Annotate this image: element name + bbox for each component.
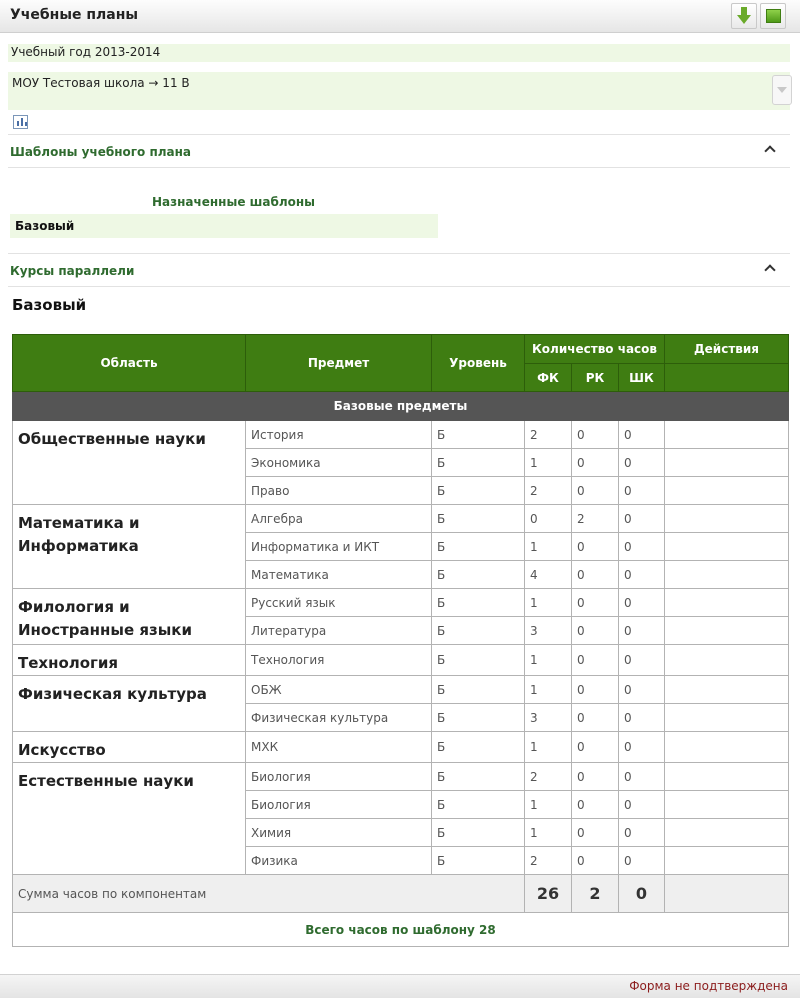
- table-row: [13, 763, 789, 791]
- cell-fk: 1: [525, 676, 572, 704]
- chevron-up-icon[interactable]: [764, 145, 775, 156]
- form-status: Форма не подтверждена: [629, 979, 788, 993]
- assigned-templates-label: Назначенные шаблоны: [152, 195, 316, 209]
- cell-subject: Химия: [246, 819, 432, 847]
- cell-shk: 0: [619, 819, 665, 847]
- cell-shk: 0: [619, 732, 665, 763]
- chevron-up-icon[interactable]: [764, 264, 775, 275]
- cell-fk: 1: [525, 645, 572, 676]
- cell-fk: 1: [525, 533, 572, 561]
- cell-actions[interactable]: [665, 449, 789, 477]
- sum-rk: 2: [572, 875, 619, 913]
- col-rk-header: РК: [572, 364, 619, 392]
- cell-level: Б: [432, 449, 525, 477]
- cell-rk: 0: [572, 645, 619, 676]
- col-actions-header: Действия: [665, 335, 789, 364]
- cell-rk: 0: [572, 819, 619, 847]
- cell-fk: 2: [525, 421, 572, 449]
- cell-fk: 3: [525, 617, 572, 645]
- cell-shk: 0: [619, 533, 665, 561]
- cell-level: Б: [432, 763, 525, 791]
- area-name: Естественные науки: [13, 763, 246, 875]
- col-shk-header: ШК: [619, 364, 665, 392]
- cell-shk: 0: [619, 617, 665, 645]
- area-name: Математика и Информатика: [13, 505, 246, 589]
- cell-actions[interactable]: [665, 763, 789, 791]
- cell-level: Б: [432, 645, 525, 676]
- cell-rk: 0: [572, 617, 619, 645]
- cell-level: Б: [432, 505, 525, 533]
- table-row: [13, 645, 789, 676]
- cell-level: Б: [432, 847, 525, 875]
- area-name: Технология: [13, 645, 246, 676]
- download-arrow-icon: [737, 15, 751, 24]
- cell-rk: 0: [572, 791, 619, 819]
- cell-actions[interactable]: [665, 477, 789, 505]
- cell-shk: 0: [619, 477, 665, 505]
- cell-shk: 0: [619, 589, 665, 617]
- cell-level: Б: [432, 704, 525, 732]
- cell-level: Б: [432, 421, 525, 449]
- cell-subject: Литература: [246, 617, 432, 645]
- cell-actions[interactable]: [665, 819, 789, 847]
- cell-rk: 0: [572, 421, 619, 449]
- cell-subject: Биология: [246, 791, 432, 819]
- cell-shk: 0: [619, 847, 665, 875]
- scroll-down-icon: [777, 87, 787, 93]
- cell-actions[interactable]: [665, 505, 789, 533]
- courses-section-title: Курсы параллели: [10, 264, 135, 278]
- cell-actions[interactable]: [665, 847, 789, 875]
- table-row: [13, 732, 789, 763]
- cell-level: Б: [432, 676, 525, 704]
- cell-fk: 2: [525, 847, 572, 875]
- cell-shk: 0: [619, 421, 665, 449]
- cell-rk: 0: [572, 847, 619, 875]
- cell-rk: 0: [572, 763, 619, 791]
- cell-level: Б: [432, 477, 525, 505]
- cell-rk: 0: [572, 732, 619, 763]
- table-row: [13, 589, 789, 617]
- col-fk-header: ФК: [525, 364, 572, 392]
- cell-shk: 0: [619, 763, 665, 791]
- cell-subject: Информатика и ИКТ: [246, 533, 432, 561]
- sum-label: Сумма часов по компонентам: [13, 875, 525, 913]
- cell-shk: 0: [619, 791, 665, 819]
- area-name: Общественные науки: [13, 421, 246, 505]
- col-area-header: Область: [13, 335, 246, 392]
- school-class-selector[interactable]: [8, 72, 790, 110]
- cell-fk: 1: [525, 732, 572, 763]
- cell-subject: Алгебра: [246, 505, 432, 533]
- cell-fk: 1: [525, 449, 572, 477]
- cell-shk: 0: [619, 676, 665, 704]
- school-year: Учебный год 2013-2014: [8, 44, 790, 62]
- table-row: [13, 421, 789, 449]
- school-class-label: МОУ Тестовая школа → 11 В: [12, 76, 190, 90]
- cell-actions[interactable]: [665, 561, 789, 589]
- download-button[interactable]: [731, 3, 757, 29]
- sum-fk: 26: [525, 875, 572, 913]
- cell-subject: Биология: [246, 763, 432, 791]
- cell-rk: 0: [572, 589, 619, 617]
- cell-fk: 2: [525, 477, 572, 505]
- cell-actions[interactable]: [665, 791, 789, 819]
- cell-actions[interactable]: [665, 676, 789, 704]
- cell-subject: Технология: [246, 645, 432, 676]
- cell-subject: История: [246, 421, 432, 449]
- cell-fk: 3: [525, 704, 572, 732]
- cell-fk: 1: [525, 819, 572, 847]
- area-name: Физическая культура: [13, 676, 246, 732]
- group-title: Базовые предметы: [13, 392, 789, 421]
- cell-actions[interactable]: [665, 732, 789, 763]
- cell-rk: 0: [572, 676, 619, 704]
- cell-fk: 2: [525, 763, 572, 791]
- cell-subject: Физическая культура: [246, 704, 432, 732]
- col-actions-subheader: [665, 364, 789, 392]
- cell-subject: Право: [246, 477, 432, 505]
- sum-shk: 0: [619, 875, 665, 913]
- cell-fk: 0: [525, 505, 572, 533]
- cell-subject: Математика: [246, 561, 432, 589]
- courses-section-header[interactable]: [8, 253, 790, 287]
- cell-rk: 0: [572, 704, 619, 732]
- col-level-header: Уровень: [432, 335, 525, 392]
- cell-level: Б: [432, 561, 525, 589]
- cell-fk: 1: [525, 791, 572, 819]
- cell-actions[interactable]: [665, 617, 789, 645]
- report-chart-icon[interactable]: [13, 115, 28, 129]
- cell-shk: 0: [619, 645, 665, 676]
- cell-actions[interactable]: [665, 704, 789, 732]
- plan-title: Базовый: [12, 296, 87, 314]
- window-titlebar: [0, 0, 800, 33]
- assigned-template-item[interactable]: Базовый: [10, 214, 438, 238]
- window-title: Учебные планы: [10, 7, 139, 23]
- cell-subject: Русский язык: [246, 589, 432, 617]
- cell-subject: ОБЖ: [246, 676, 432, 704]
- templates-section-title: Шаблоны учебного плана: [10, 145, 192, 159]
- col-hours-header: Количество часов: [525, 335, 665, 364]
- cell-actions[interactable]: [665, 533, 789, 561]
- cell-level: Б: [432, 533, 525, 561]
- cell-level: Б: [432, 732, 525, 763]
- green-square-icon: [766, 9, 781, 23]
- scroll-down-button[interactable]: [772, 75, 792, 105]
- cell-actions[interactable]: [665, 421, 789, 449]
- area-name: Искусство: [13, 732, 246, 763]
- cell-rk: 0: [572, 561, 619, 589]
- col-subject-header: Предмет: [246, 335, 432, 392]
- cell-fk: 4: [525, 561, 572, 589]
- cell-fk: 1: [525, 589, 572, 617]
- total-hours: Всего часов по шаблону 28: [13, 913, 789, 947]
- templates-section-header[interactable]: [8, 134, 790, 168]
- cell-rk: 2: [572, 505, 619, 533]
- cell-level: Б: [432, 589, 525, 617]
- cell-level: Б: [432, 617, 525, 645]
- cell-shk: 0: [619, 505, 665, 533]
- status-bar: [0, 974, 800, 998]
- sum-actions: [665, 875, 789, 913]
- cell-subject: Экономика: [246, 449, 432, 477]
- cell-actions[interactable]: [665, 589, 789, 617]
- area-name: Филология и Иностранные языки: [13, 589, 246, 645]
- cell-rk: 0: [572, 449, 619, 477]
- table-row: [13, 505, 789, 533]
- cell-actions[interactable]: [665, 645, 789, 676]
- cell-subject: МХК: [246, 732, 432, 763]
- cell-rk: 0: [572, 533, 619, 561]
- table-row: [13, 676, 789, 704]
- cell-subject: Физика: [246, 847, 432, 875]
- cell-shk: 0: [619, 449, 665, 477]
- cell-rk: 0: [572, 477, 619, 505]
- save-button[interactable]: [760, 3, 786, 29]
- cell-shk: 0: [619, 561, 665, 589]
- cell-shk: 0: [619, 704, 665, 732]
- cell-level: Б: [432, 791, 525, 819]
- cell-level: Б: [432, 819, 525, 847]
- plan-table: [12, 334, 789, 947]
